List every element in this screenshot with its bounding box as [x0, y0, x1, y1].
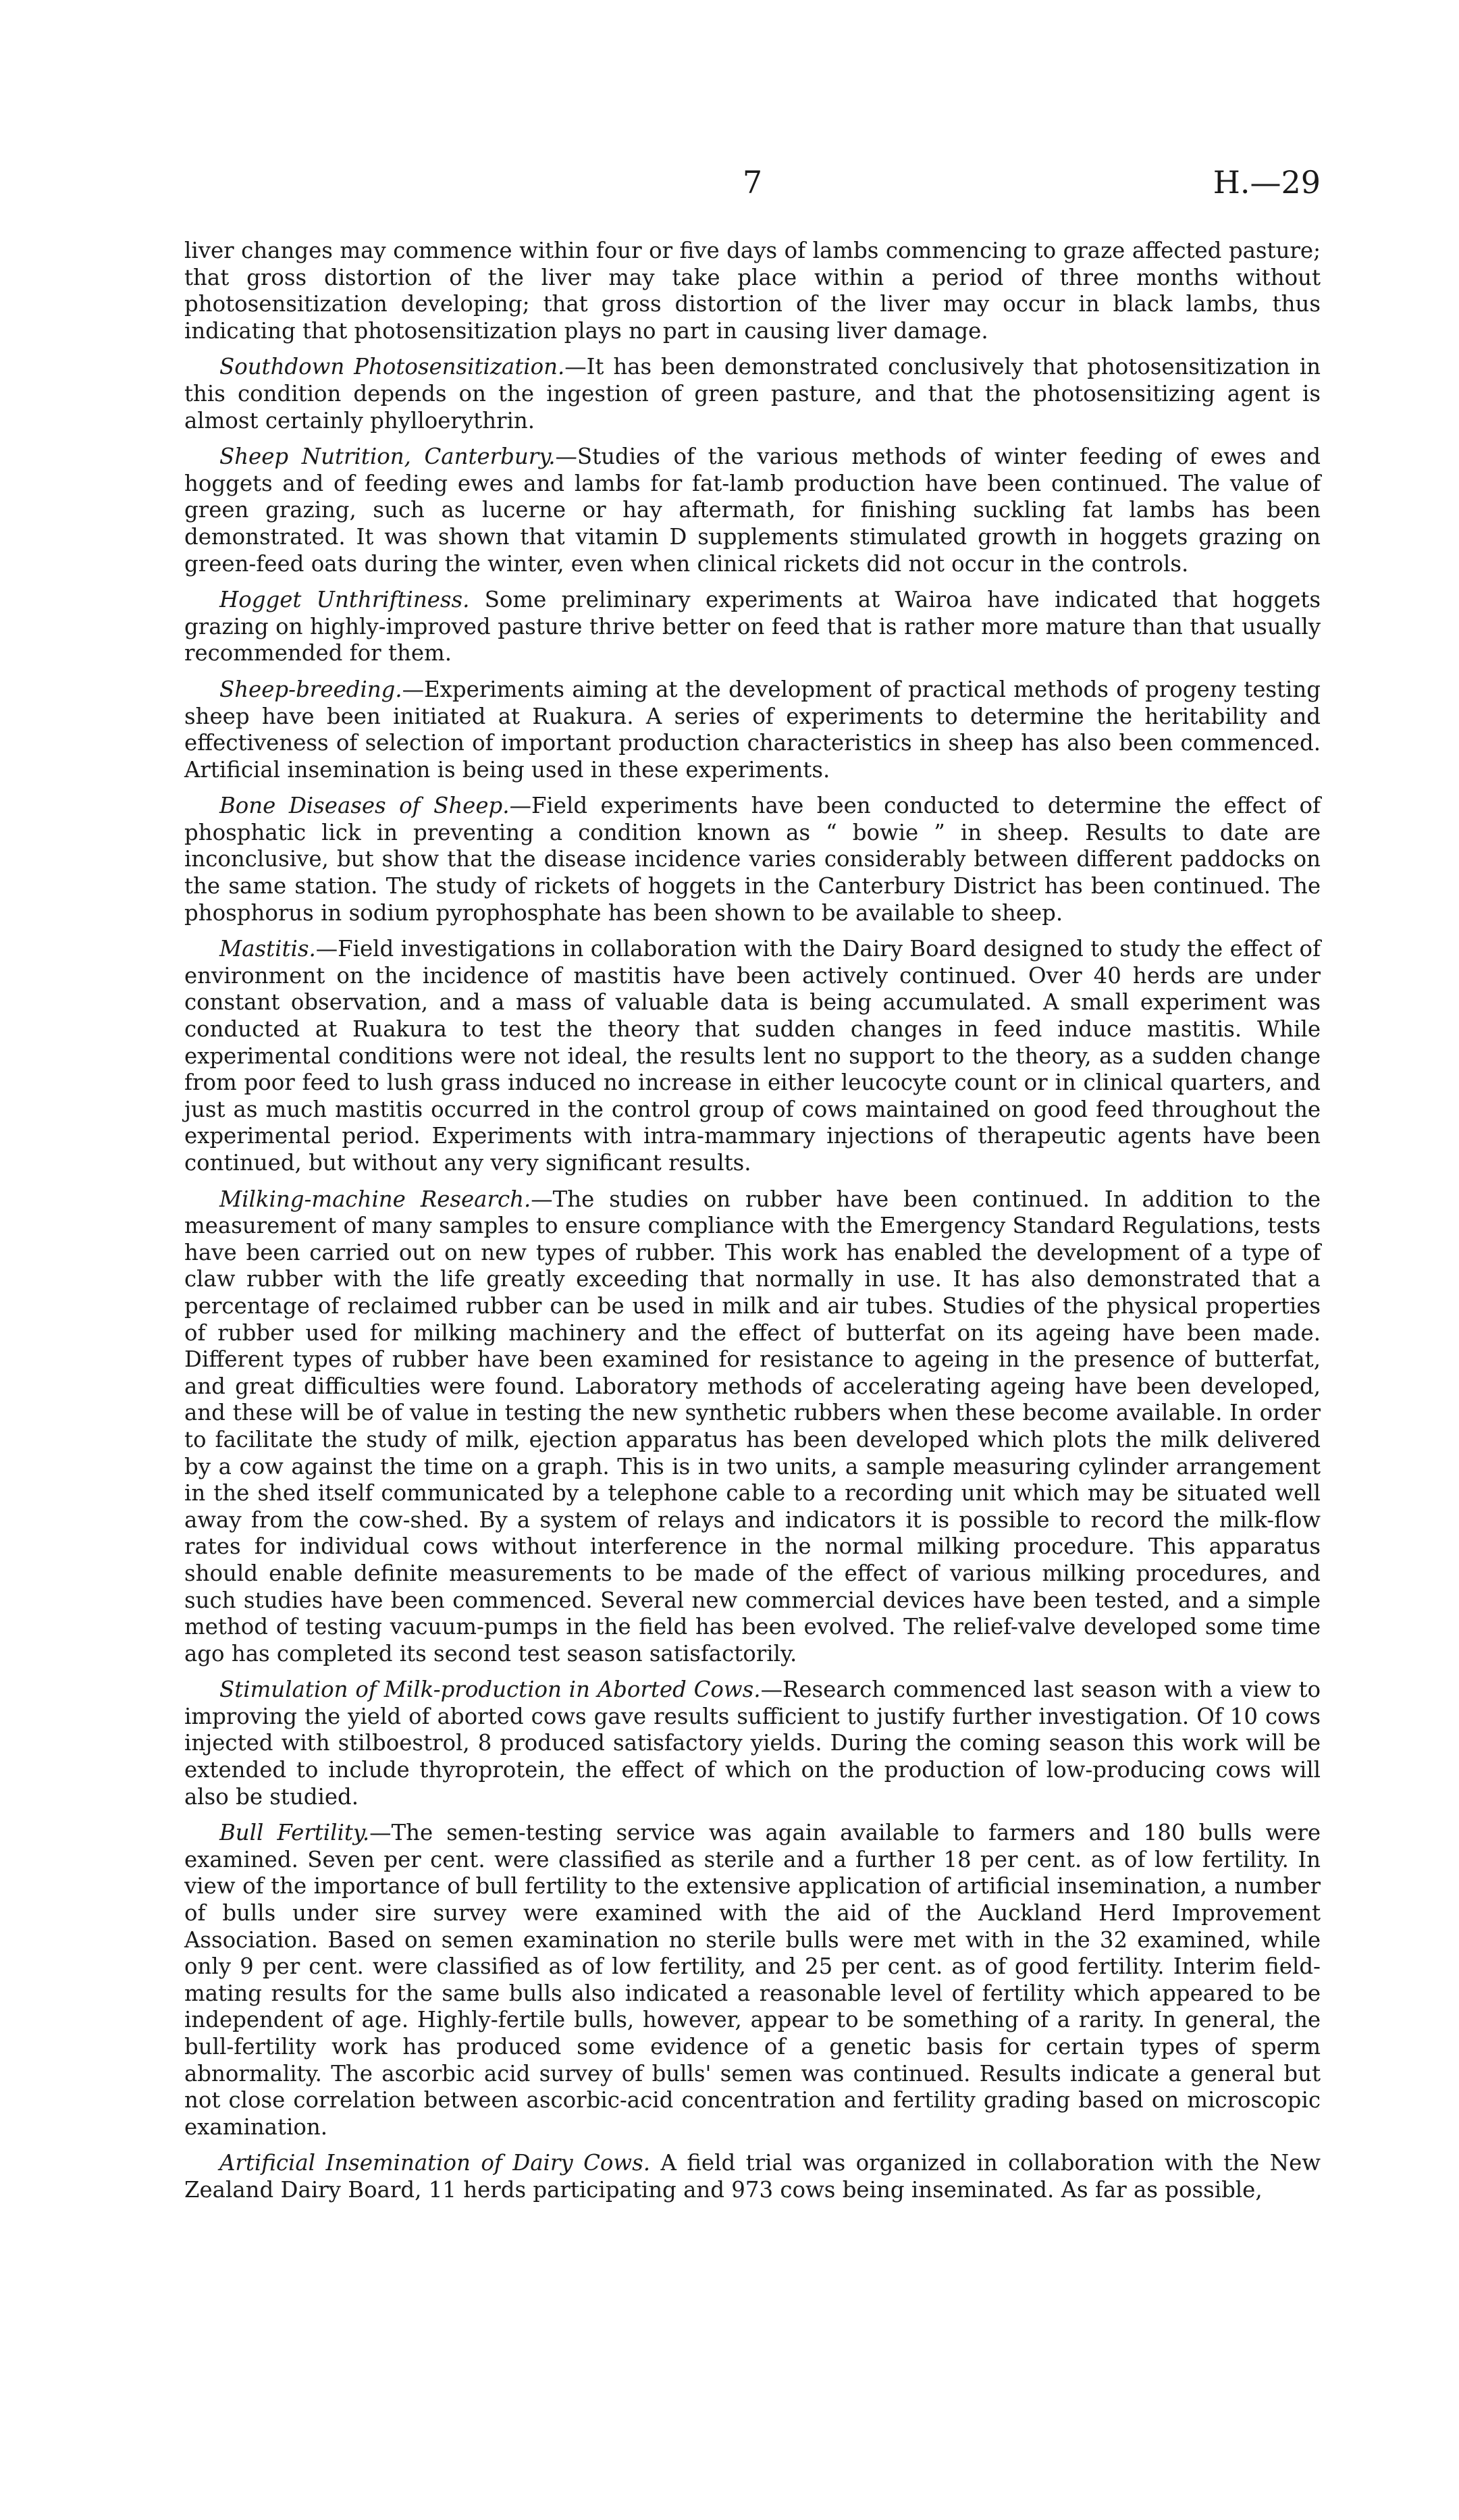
- document-reference: H.—29: [1213, 164, 1321, 201]
- paragraph-text: A field trial was organized in collaboration with the New Zealand Dairy Board, 11 herds participating and 973 cows being inseminated. As far as possible,: [184, 2150, 1321, 2203]
- paragraph-text: —Field investigations in collaboration with the Dairy Board designed to study the effect of environment on the incidence of mastitis have been actively continued. Over 40 herds are under constant observation, and a mass of valuable data is being accumulated. A small experiment was conducted at Ruakura to test the theory that sudden changes in feed induce mastitis. While experimental conditions were not ideal, the results lent no support to the theory, as a sudden change from poor feed to lush grass induced no increase in either leucocyte count or in clinical quarters, and just as much mastitis occurred in the control group of cows maintained on good feed throughout the experimental period. Experiments with intra-mammary injections of therapeutic agents have been continued, but without any very significant results.: [184, 936, 1321, 1176]
- paragraph-liver-changes: [184, 238, 1321, 344]
- body-text: [184, 238, 1321, 2213]
- page-number: 7: [742, 164, 763, 201]
- paragraph-text: —It has been demonstrated conclusively that photosensitization in this condition depends on the ingestion of green pasture, and that the photosensitizing agent is almost certainly phylloerythrin.: [184, 354, 1321, 434]
- paragraph-sheep-breeding: [184, 677, 1321, 783]
- paragraph-bone-diseases: [184, 793, 1321, 926]
- paragraph-text: —Studies of the various methods of winter feeding of ewes and hoggets and of feeding ewes and lambs for fat-lamb production have been continued. The value of green grazing, such as lucerne or hay aftermath, for finishing suckling fat lambs has been demonstrated. It was shown that vitamin D supplements stimulated growth in hoggets grazing on green-feed oats during the winter, even when clinical rickets did not occur in the controls.: [184, 444, 1321, 577]
- paragraph-mastitis: [184, 936, 1321, 1176]
- paragraph-hogget-unthriftiness: [184, 587, 1321, 667]
- paragraph-heading: Artificial Insemination of Dairy Cows.: [219, 2150, 651, 2176]
- paragraph-heading: Sheep Nutrition, Canterbury.: [219, 444, 556, 470]
- paragraph-heading: Mastitis.: [219, 936, 316, 962]
- paragraph-milking-machine-research: [184, 1186, 1321, 1668]
- paragraph-heading: Southdown Photosensitization.: [219, 354, 565, 380]
- paragraph-heading: Hogget Unthriftiness.: [219, 587, 470, 613]
- paragraph-text: —Field experiments have been conducted to determine the effect of phosphatic lick in preventing a condition known as “ bowie ” in sheep. Results to date are inconclusive, but show that the disease incidence varies considerably between different paddocks on the same station. The study of rickets of hoggets in the Canterbury District has been continued. The phosphorus in sodium pyrophosphate has been shown to be available to sheep.: [184, 793, 1321, 926]
- paragraph-southdown-photosensitization: [184, 354, 1321, 434]
- paragraph-bull-fertility: [184, 1820, 1321, 2141]
- paragraph-text: Some preliminary experiments at Wairoa have indicated that hoggets grazing on highly-improved pasture thrive better on feed that is rather more mature than that usually recommended for them.: [184, 587, 1321, 666]
- paragraph-text: —Research commenced last season with a view to improving the yield of aborted cows gave results sufficient to justify further investigation. Of 10 cows injected with stilboestrol, 8 produced satisfactory yields. During the coming season this work will be extended to include thyroprotein, the effect of which on the production of low-producing cows will also be studied.: [184, 1677, 1321, 1810]
- paragraph-stimulation-milk-production: [184, 1677, 1321, 1810]
- paragraph-sheep-nutrition: [184, 444, 1321, 577]
- paragraph-text: —Experiments aiming at the development of practical methods of progeny testing sheep have been initiated at Ruakura. A series of experiments to determine the heritability and effectiveness of selection of important production characteristics in sheep has also been commenced. Artificial insemination is being used in these experiments.: [184, 676, 1321, 783]
- paragraph-text: —The semen-testing service was again available to farmers and 180 bulls were examined. Seven per cent. were classified as sterile and a further 18 per cent. as of low fertility. In view of the importance of bull fertility to the extensive application of artificial insemination, a number of bulls under sire survey were examined with the aid of the Auckland Herd Improvement Association. Based on semen examination no sterile bulls were met with in the 32 examined, while only 9 per cent. were classified as of low fertility, and 25 per cent. as of good fertility. Interim field-mating results for the same bulls also indicated a reasonable level of fertility which appeared to be independent of age. Highly-fertile bulls, however, appear to be something of a rarity. In general, the bull-fertility work has produced some evidence of a genetic basis for certain types of sperm abnormality. The ascorbic acid survey of bulls' semen was continued. Results indicate a general but not close correlation between ascorbic-acid concentration and fertility grading based on microscopic examination.: [184, 1820, 1321, 2140]
- page-header: [184, 164, 1321, 205]
- paragraph-heading: Milking-machine Research.: [219, 1186, 531, 1212]
- paragraph-heading: Bull Fertility.: [219, 1820, 370, 1846]
- paragraph-heading: Bone Diseases of Sheep.: [219, 793, 510, 819]
- paragraph-artificial-insemination: [184, 2150, 1321, 2203]
- paragraph-heading: Sheep-breeding.: [219, 676, 402, 702]
- paragraph-heading: Stimulation of Milk-production in Aborted Cows.: [219, 1677, 761, 1703]
- paragraph-text: —The studies on rubber have been continued. In addition to the measurement of many samples to ensure compliance with the Emergency Standard Regulations, tests have been carried out on new types of rubber. This work has enabled the development of a type of claw rubber with the life greatly exceeding that normally in use. It has also demonstrated that a percentage of reclaimed rubber can be used in milk and air tubes. Studies of the physical properties of rubber used for milking machinery and the effect of butterfat on its ageing have been made. Different types of rubber have been examined for resistance to ageing in the presence of butterfat, and great difficulties were found. Laboratory methods of accelerating ageing have been developed, and these will be of value in testing the new synthetic rubbers when these become available. In order to facilitate the study of milk, ejection apparatus has been developed which plots the milk delivered by a cow against the time on a graph. This is in two units, a sample measuring cylinder arrangement in the shed itself communicated by a telephone cable to a recording unit which may be situated well away from the cow-shed. By a system of relays and indicators it is possible to record the milk-flow rates for individual cows without interference in the normal milking procedure. This apparatus should enable definite measurements to be made of the effect of various milking procedures, and such studies have been commenced. Several new commercial devices have been tested, and a simple method of testing vacuum-pumps in the field has been evolved. The relief-valve developed some time ago has completed its second test season satisfactorily.: [184, 1186, 1321, 1666]
- paragraph-text: liver changes may commence within four or five days of lambs commencing to graze affected pasture; that gross distortion of the liver may take place within a period of three months without photosensitization developing; that gross distortion of the liver may occur in black lambs, thus indicating that photosensitization plays no part in causing liver damage.: [184, 238, 1321, 344]
